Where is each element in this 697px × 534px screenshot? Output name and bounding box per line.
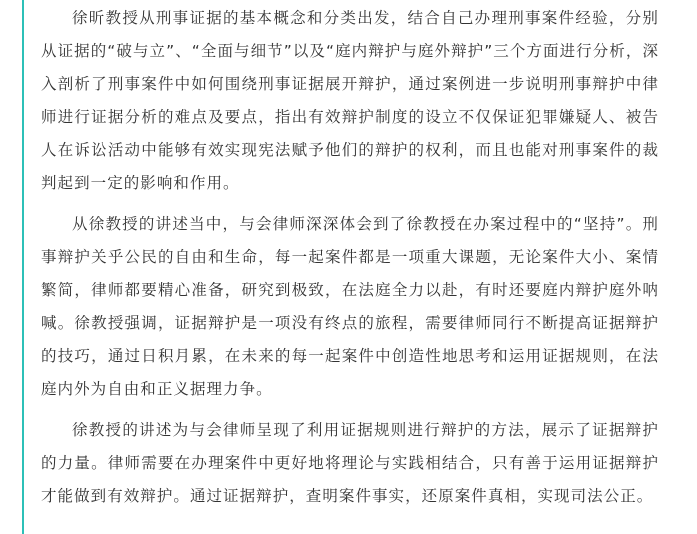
article-paragraph-3: 徐教授的讲述为与会律师呈现了利用证据规则进行辩护的方法，展示了证据辩护的力量。律师需要在办理案件中更好地将理论与实践相结合，只有善于运用证据辩护才能做到有效辩护。通过证据辩护，查明案件事实，还原案件真相，实现司法公正。 — [41, 421, 659, 505]
article-paragraph-2: 从徐教授的讲述当中，与会律师深深体会到了徐教授在办案过程中的“坚持”。刑事辩护关乎公民的自由和生命，每一起案件都是一项重大课题，无论案件大小、案情繁简，律师都要精心准备，研究到极致，在法庭全力以赴，有时还要庭内辩护庭外呐喊。徐教授强调，证据辩护是一项没有终点的旅程，需要律师同行不断提高证据辩护的技巧，通过日积月累，在未来的每一起案件中创造性地思考和运用证据规则，在法庭内外为自由和正义据理力争。 — [41, 215, 659, 398]
left-accent-rule — [22, 0, 24, 534]
article-paragraph-1: 徐昕教授从刑事证据的基本概念和分类出发，结合自己办理刑事案件经验，分别从证据的“破与立”、“全面与细节”以及“庭内辩护与庭外辩护”三个方面进行分析，深入剖析了刑事案件中如何围绕刑事证据展开辩护，通过案例进一步说明刑事辩护中律师进行证据分析的难点及要点，指出有效辩护制度的设立不仅保证犯罪嫌疑人、被告人在诉讼活动中能够有效实现宪法赋予他们的辩护的权利，而且也能对刑事案件的裁判起到一定的影响和作用。 — [41, 9, 659, 192]
article-body — [41, 2, 659, 521]
